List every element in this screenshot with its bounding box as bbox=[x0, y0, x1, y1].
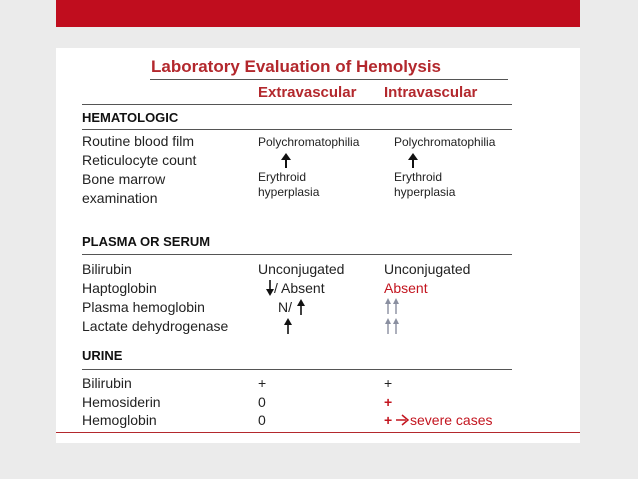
cell-value: / Absent bbox=[274, 280, 325, 296]
cell-value: Erythroid bbox=[258, 170, 307, 184]
row-label: Routine blood film bbox=[82, 133, 195, 149]
section-plasma: PLASMA OR SERUM bbox=[82, 234, 211, 249]
cell-value: + bbox=[384, 412, 393, 428]
row-label: Bilirubin bbox=[82, 375, 132, 391]
double-arrow-up-icon bbox=[384, 298, 400, 314]
row-label: Bilirubin bbox=[82, 261, 132, 277]
arrow-up-icon bbox=[407, 153, 419, 169]
row-label: Plasma hemoglobin bbox=[82, 299, 205, 315]
cell-value: + bbox=[384, 394, 393, 410]
row-label: Lactate dehydrogenase bbox=[82, 318, 229, 334]
cell-value: N/ bbox=[278, 299, 292, 315]
section-divider bbox=[82, 254, 512, 255]
col-header-extravascular: Extravascular bbox=[258, 84, 357, 101]
bottom-rule bbox=[56, 432, 580, 433]
arrow-up-icon bbox=[296, 299, 306, 315]
arrow-up-icon bbox=[283, 318, 293, 334]
cell-value: hyperplasia bbox=[258, 185, 320, 199]
row-label: Hemosiderin bbox=[82, 394, 161, 410]
cell-value: severe cases bbox=[410, 412, 493, 428]
top-accent-bar bbox=[56, 0, 580, 27]
cell-value: hyperplasia bbox=[394, 185, 456, 199]
cell-value: Absent bbox=[384, 280, 428, 296]
row-label: Bone marrow bbox=[82, 171, 166, 187]
arrow-up-icon bbox=[280, 153, 292, 169]
cell-value: 0 bbox=[258, 394, 266, 410]
cell-value: Unconjugated bbox=[384, 261, 471, 277]
col-header-intravascular: Intravascular bbox=[384, 84, 478, 101]
section-hematologic: HEMATOLOGIC bbox=[82, 110, 179, 125]
row-label: Hemoglobin bbox=[82, 412, 157, 428]
page-title: Laboratory Evaluation of Hemolysis bbox=[151, 57, 442, 76]
section-divider bbox=[82, 369, 512, 370]
header-divider bbox=[82, 104, 512, 105]
cell-value: 0 bbox=[258, 412, 266, 428]
row-label: Reticulocyte count bbox=[82, 152, 197, 168]
section-urine: URINE bbox=[82, 348, 123, 363]
cell-value: Polychromatophilia bbox=[258, 135, 360, 149]
title-underline bbox=[150, 79, 508, 80]
section-divider bbox=[82, 129, 512, 130]
cell-value: + bbox=[258, 375, 267, 391]
cell-value: Unconjugated bbox=[258, 261, 345, 277]
row-label: Haptoglobin bbox=[82, 280, 157, 296]
row-label: examination bbox=[82, 190, 158, 206]
cell-value: + bbox=[384, 375, 393, 391]
cell-value: Polychromatophilia bbox=[394, 135, 496, 149]
cell-value: Erythroid bbox=[394, 170, 443, 184]
arrow-right-icon bbox=[396, 414, 410, 426]
double-arrow-up-icon bbox=[384, 318, 400, 334]
